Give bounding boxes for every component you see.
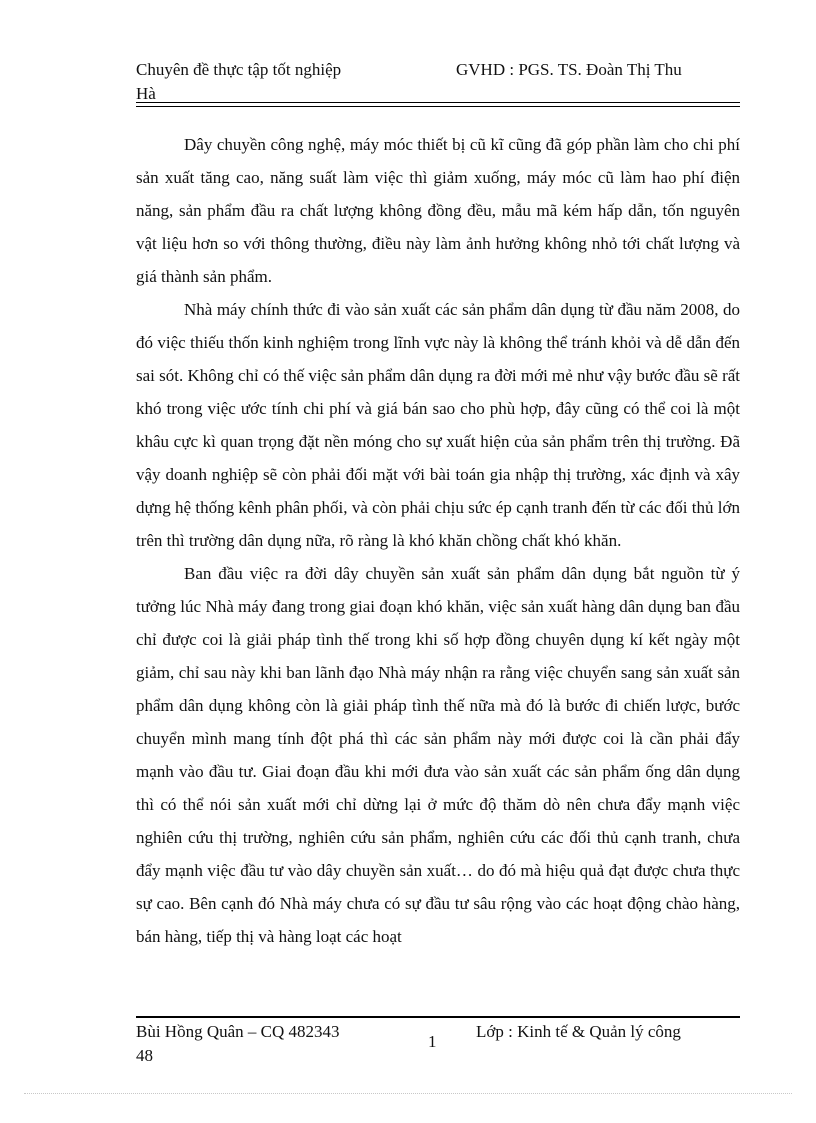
paragraph-1: Dây chuyền công nghệ, máy móc thiết bị cũ kĩ cũng đã góp phần làm cho chi phí sản xuất tăng cao, năng suất làm việc thì giảm xuống, máy móc cũ làm hao phí điện năng, sản phẩm đầu ra chất lượng không đồng đều, mẫu mã kém hấp dẫn, tốn nguyên vật liệu hơn so với thông thường, điều này làm ảnh hưởng không nhỏ tới chất lượng và giá thành sản phẩm. [136, 135, 740, 286]
footer-author-continuation: 48 [136, 1046, 153, 1065]
header-supervisor: GVHD : PGS. TS. Đoàn Thị Thu [456, 60, 682, 79]
header-thesis-title: Chuyên đề thực tập tốt nghiệp [136, 60, 342, 79]
footer-class: Lớp : Kinh tế & Quản lý công [476, 1022, 681, 1041]
document-body [136, 128, 740, 953]
footer-author: Bùi Hồng Quân – CQ 482343 [136, 1022, 340, 1041]
page-number: 1 [428, 1032, 437, 1051]
paragraph-2: Nhà máy chính thức đi vào sản xuất các sản phẩm dân dụng từ đầu năm 2008, do đó việc thiếu thốn kinh nghiệm trong lĩnh vực này là không thể tránh khỏi và dễ dẫn đến sai sót. Không chỉ có thế việc sản phẩm dân dụng ra đời mới mẻ như vậy bước đầu sẽ rất khó trong việc ước tính chi phí và giá bán sao cho phù hợp, đây cũng có thể coi là một khâu cực kì quan trọng đặt nền móng cho sự xuất hiện của sản phẩm trên thị trường. Đã vậy doanh nghiệp sẽ còn phải đối mặt với bài toán gia nhập thị trường, xác định và xây dựng hệ thống kênh phân phối, và còn phải chịu sức ép cạnh tranh đến từ các đối thủ lớn trên thì trường dân dụng nữa, rõ ràng là khó khăn chồng chất khó khăn. [136, 300, 740, 550]
header-divider [136, 102, 740, 107]
footer-divider [136, 1016, 740, 1018]
page-bottom-dotted-border [24, 1093, 792, 1094]
paragraph-3: Ban đầu việc ra đời dây chuyền sản xuất sản phẩm dân dụng bắt nguồn từ ý tưởng lúc Nhà máy đang trong giai đoạn khó khăn, việc sản xuất hàng dân dụng ban đầu chỉ được coi là giải pháp tình thế trong khi số hợp đồng chuyên dụng kí kết ngày một giảm, chỉ sau này khi ban lãnh đạo Nhà máy nhận ra rằng việc chuyển sang sản xuất sản phẩm dân dụng không còn là giải pháp tình thế nữa mà đó là bước đi chiến lược, bước chuyển mình mang tính đột phá thì các sản phẩm này mới được coi là cần phải đẩy mạnh vào đầu tư. Giai đoạn đầu khi mới đưa vào sản xuất các sản phẩm ống dân dụng thì có thể nói sản xuất mới chỉ dừng lại ở mức độ thăm dò nên chưa đẩy mạnh việc nghiên cứu thị trường, nghiên cứu sản phẩm, nghiên cứu các đối thủ cạnh tranh, chưa đẩy mạnh việc đầu tư vào dây chuyền sản xuất… do đó mà hiệu quả đạt được chưa thực sự cao. Bên cạnh đó Nhà máy chưa có sự đầu tư sâu rộng vào các hoạt động chào hàng, bán hàng, tiếp thị và hàng loạt các hoạt [136, 564, 740, 946]
header-supervisor-continuation: Hà [136, 84, 156, 103]
